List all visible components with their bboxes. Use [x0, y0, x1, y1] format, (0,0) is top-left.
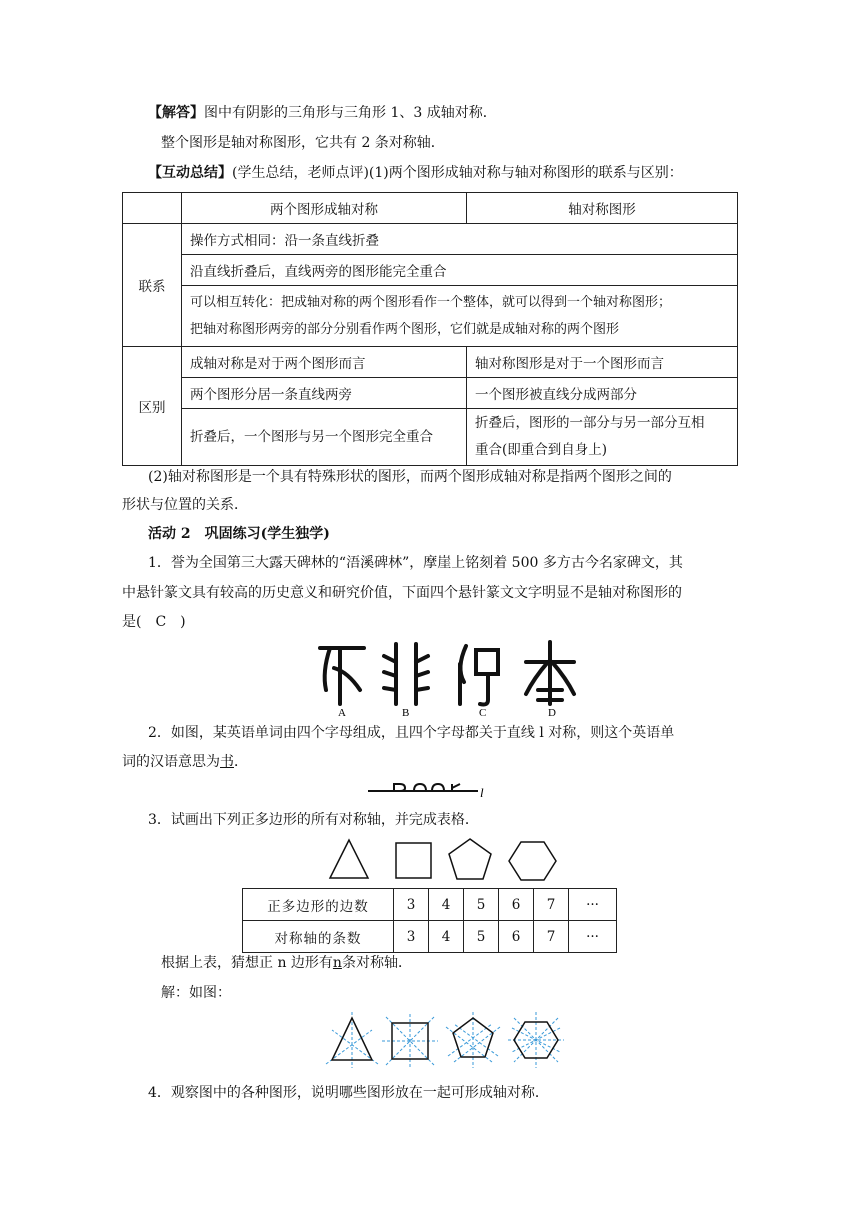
polygons-figure — [328, 836, 568, 886]
table-row — [123, 286, 738, 347]
axes-cell: 3 — [394, 921, 429, 953]
table-corner-cell — [123, 193, 182, 224]
pentagon-shape — [449, 839, 491, 879]
relation-row-3-line-1: 可以相互转化：把成轴对称的两个图形看作一个整体，就可以得到一个轴对称图形； — [190, 295, 672, 310]
q3-guess-text: 根据上表，猜想正 n 边形有 — [161, 955, 333, 971]
relation-row-1: 操作方式相同：沿一条直线折叠 — [182, 224, 738, 255]
seal-char-c — [460, 646, 498, 705]
polygon-table — [242, 888, 617, 953]
q1-line-3: 是( C ) — [122, 614, 186, 630]
q3-text: 3．试画出下列正多边形的所有对称轴，并完成表格． — [148, 812, 479, 828]
difference-a-1: 成轴对称是对于两个图形而言 — [182, 347, 467, 378]
difference-b-2: 一个图形被直线分成两部分 — [467, 378, 738, 409]
table-row — [243, 889, 617, 921]
q3-guess-end: 条对称轴． — [341, 955, 412, 971]
q2-line-2-text: 词的汉语意思为 — [122, 754, 220, 770]
option-c-label: C — [479, 707, 487, 719]
seal-char-a — [320, 648, 364, 704]
word-axis-figure — [368, 776, 508, 800]
option-d-label: D — [548, 707, 556, 719]
q2-answer: 书 — [220, 754, 234, 770]
table-row — [123, 347, 738, 378]
sides-cell: ··· — [569, 889, 617, 921]
axes-cell: 6 — [499, 921, 534, 953]
table-row — [123, 409, 738, 466]
option-b-label: B — [402, 707, 410, 719]
sides-cell: 5 — [464, 889, 499, 921]
letter-o-top — [414, 784, 426, 791]
axes-cell: 4 — [429, 921, 464, 953]
sides-cell: 3 — [394, 889, 429, 921]
letter-k-top — [452, 784, 460, 791]
difference-b-3 — [467, 409, 738, 466]
summary-text: (学生总结，老师点评)(1)两个图形成轴对称与轴对称图形的联系与区别： — [232, 165, 683, 181]
line-l-label: l — [480, 785, 484, 800]
triangle-shape — [330, 840, 368, 878]
seal-script-figure — [312, 638, 602, 718]
option-a-label: A — [338, 707, 346, 719]
difference-a-2: 两个图形分居一条直线两旁 — [182, 378, 467, 409]
difference-b-1: 轴对称图形是对于一个图形而言 — [467, 347, 738, 378]
relation-row-3-line-2: 把轴对称图形两旁的部分分别看作两个图形，它们就是成轴对称的两个图形 — [190, 322, 620, 337]
answer-text: 图中有阴影的三角形与三角形 1、3 成轴对称． — [204, 105, 497, 121]
q1-line-1: 1．誉为全国第三大露天碑林的“浯溪碑林”，摩崖上铭刻着 500 多方古今名家碑文，其 — [148, 555, 683, 571]
point2-line-2: 形状与位置的关系． — [122, 497, 248, 513]
activity-2-heading: 活动 2 巩固练习(学生独学) — [148, 526, 330, 542]
table-header-row — [123, 193, 738, 224]
point2-line-1: (2)轴对称图形是一个具有特殊形状的图形，而两个图形成轴对称是指两个图形之间的 — [148, 469, 672, 485]
summary-paragraph — [148, 163, 683, 183]
sides-label: 正多边形的边数 — [243, 889, 394, 921]
axes-cell: 7 — [534, 921, 569, 953]
q4-text: 4．观察图中的各种图形，说明哪些图形放在一起可形成轴对称． — [148, 1085, 549, 1101]
table-row — [123, 224, 738, 255]
summary-label: 【互动总结】 — [148, 165, 232, 181]
answer-paragraph — [148, 103, 497, 123]
sides-cell: 6 — [499, 889, 534, 921]
header-axis-figure: 轴对称图形 — [467, 193, 738, 224]
letter-o2-top — [432, 784, 444, 791]
seal-char-b — [384, 644, 428, 704]
sides-cell: 7 — [534, 889, 569, 921]
q2-line-1: 2．如图，某英语单词由四个字母组成，且四个字母都关于直线 l 对称，则这个英语单 — [148, 725, 675, 741]
relation-row-2: 沿直线折叠后，直线两旁的图形能完全重合 — [182, 255, 738, 286]
q3-solution-label: 解：如图： — [161, 985, 231, 1001]
polygons-axes-figure — [322, 1010, 572, 1070]
difference-a-3: 折叠后，一个图形与另一个图形完全重合 — [182, 409, 467, 466]
difference-b-3-line-2: 重合(即重合到自身上) — [475, 442, 608, 458]
difference-b-3-line-1: 折叠后，图形的一部分与另一部分互相 — [475, 415, 705, 431]
answer-label: 【解答】 — [148, 105, 204, 121]
table-row — [123, 378, 738, 409]
axes-label: 对称轴的条数 — [243, 921, 394, 953]
table-row — [123, 255, 738, 286]
letter-b-top — [394, 784, 405, 791]
answer-line-2: 整个图形是轴对称图形，它共有 2 条对称轴． — [161, 135, 445, 151]
seal-char-d — [526, 642, 574, 704]
relation-row-3 — [182, 286, 738, 347]
q1-line-2: 中悬针篆文具有较高的历史意义和研究价值，下面四个悬针篆文文字明显不是轴对称图形的 — [122, 585, 682, 601]
q3-guess-answer: n — [332, 955, 342, 971]
table-row — [243, 921, 617, 953]
relation-label: 联系 — [123, 224, 182, 347]
sides-cell: 4 — [429, 889, 464, 921]
axes-cell: 5 — [464, 921, 499, 953]
hexagon-shape — [509, 842, 556, 880]
axes-cell: ··· — [569, 921, 617, 953]
q2-line-2 — [122, 752, 248, 772]
difference-label: 区别 — [123, 347, 182, 466]
comparison-table — [122, 192, 738, 466]
header-two-figures: 两个图形成轴对称 — [182, 193, 467, 224]
q2-line-2-end: ． — [234, 754, 248, 770]
square-shape — [396, 843, 431, 878]
q3-guess — [161, 953, 412, 973]
